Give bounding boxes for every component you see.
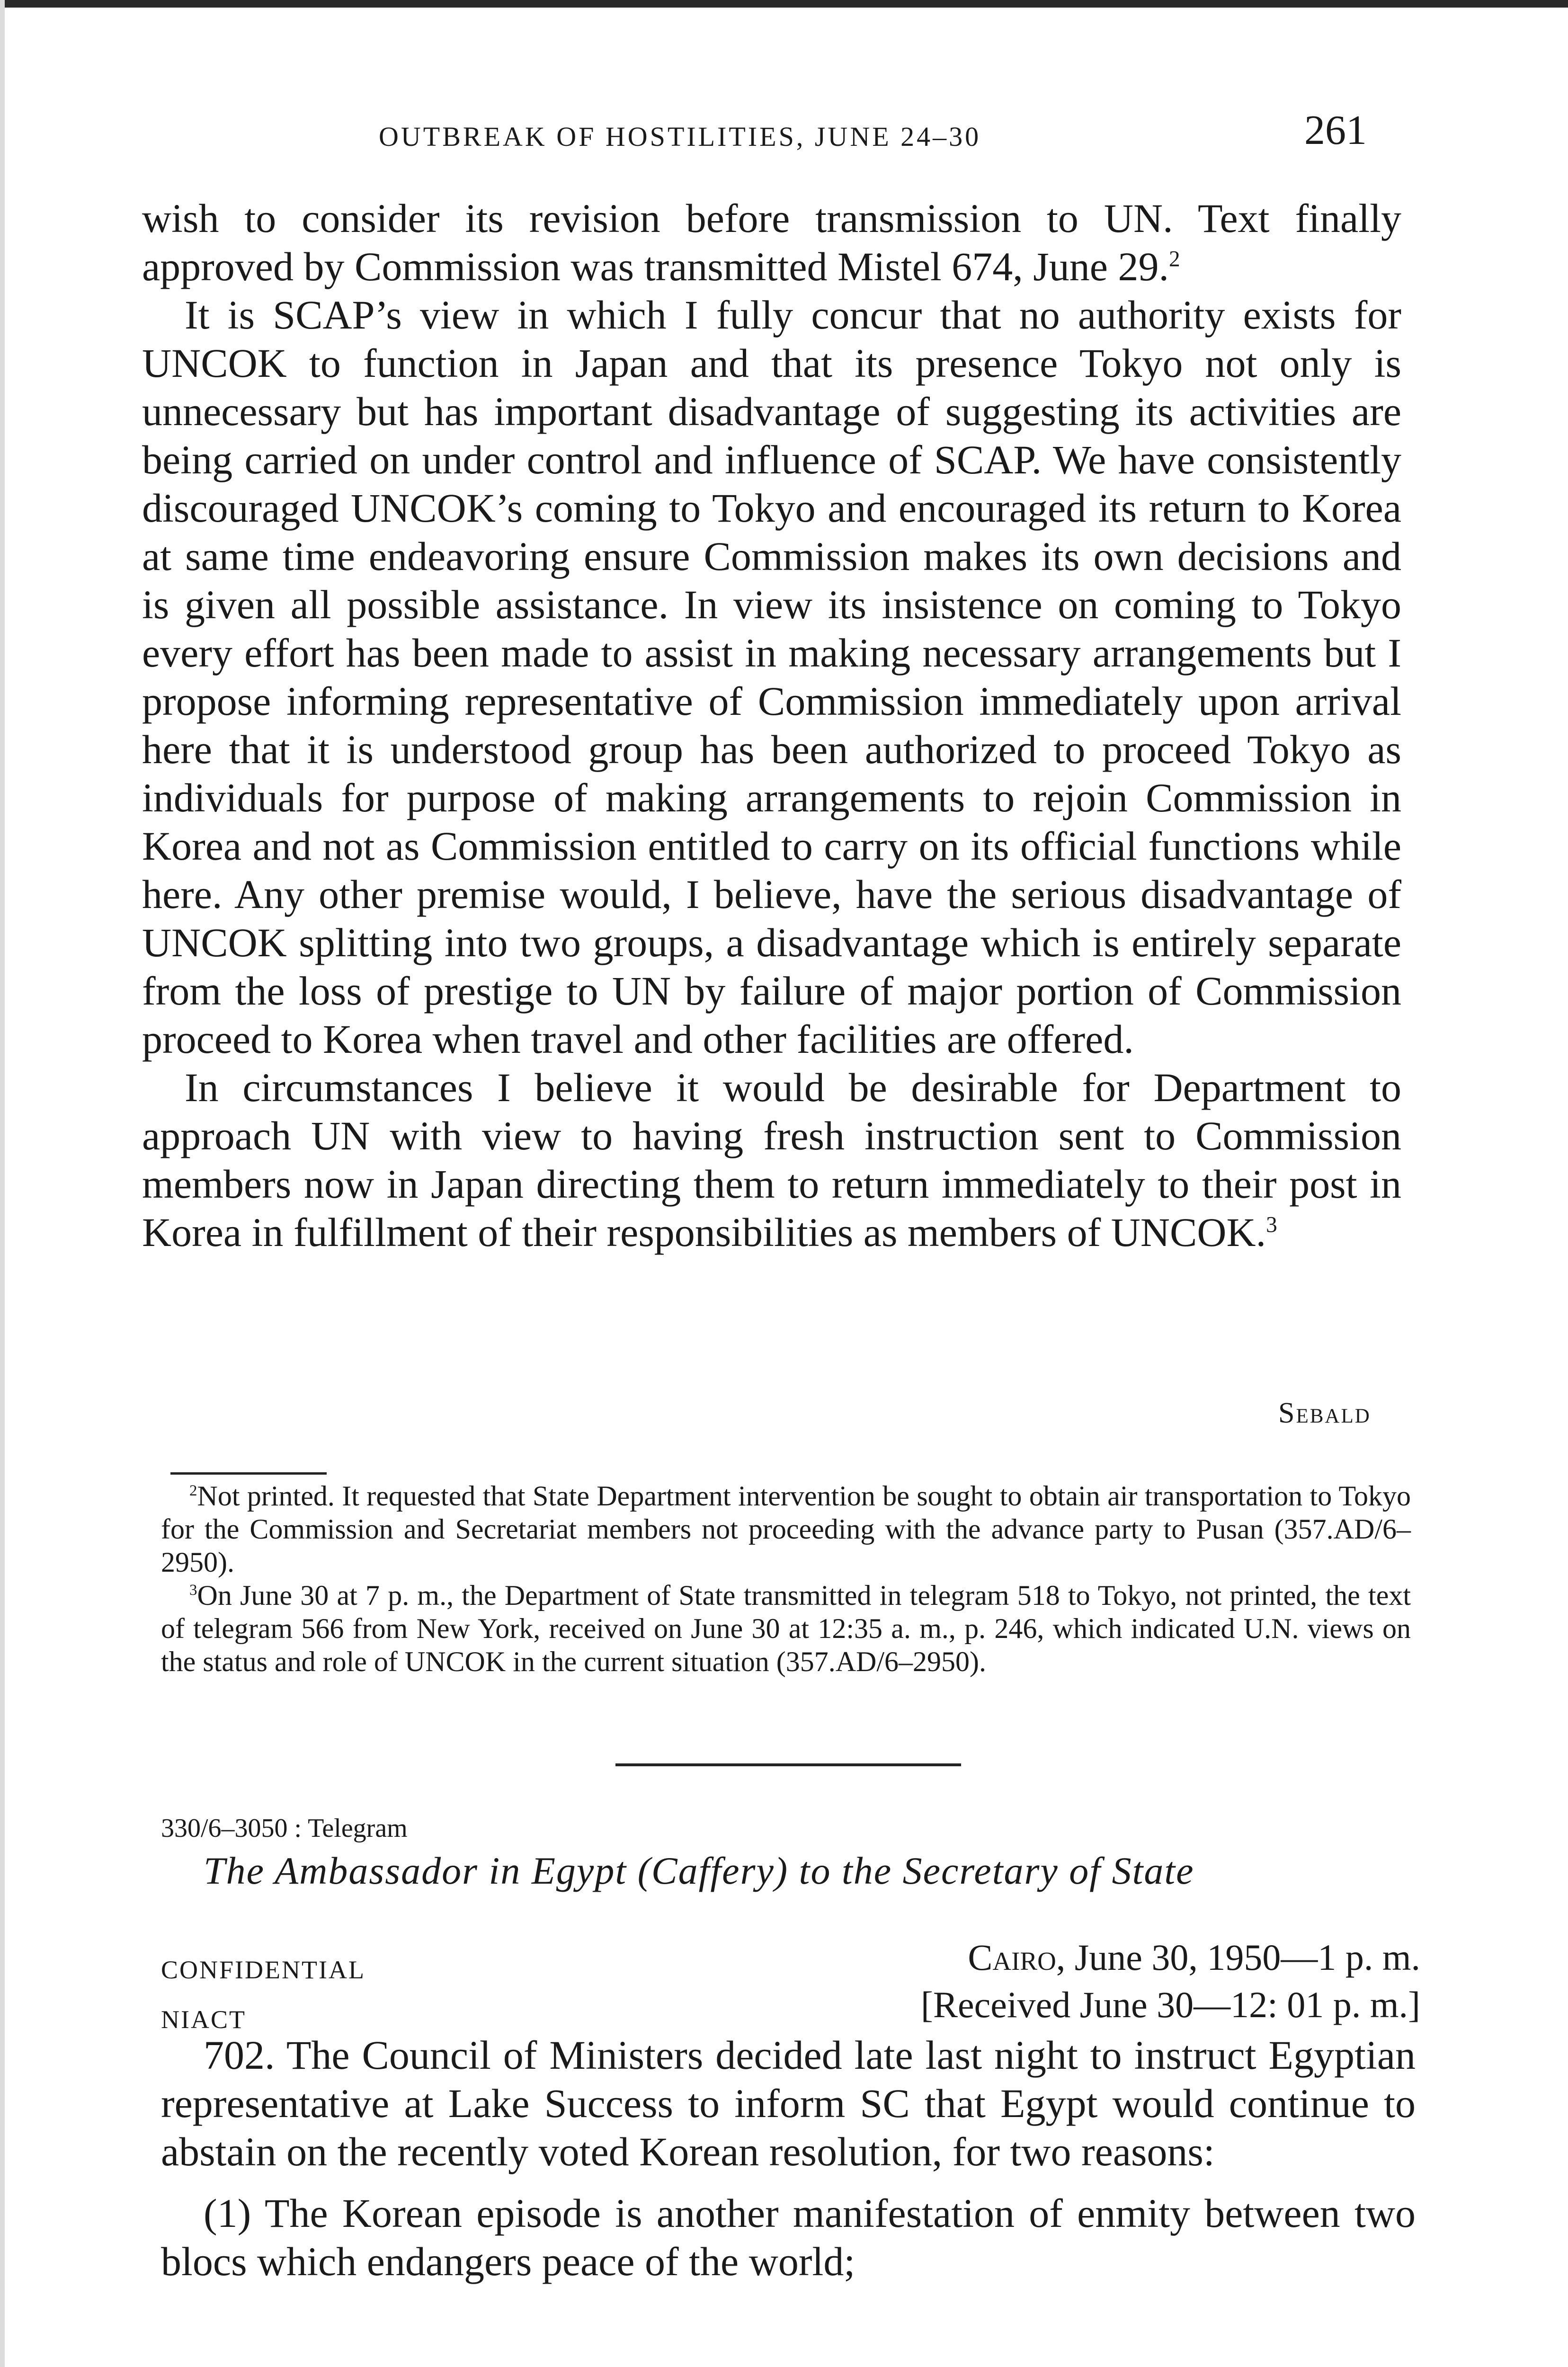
footnote-2 (161, 1479, 1411, 1579)
body-paragraph-3-text: In circumstances I believe it would be desirable for Department to approach UN with view to having fresh instruction sent to Commission members now in Japan directing them to return immediately to their post in Korea in fulfillment of their responsibilities as members of UNCOK. (142, 1065, 1401, 1255)
signature: Sebald (1278, 1397, 1371, 1429)
footnote-mark: 2 (189, 1482, 197, 1499)
body-paragraph-3 (142, 1063, 1401, 1256)
dateline (757, 1936, 1420, 1979)
document-title: The Ambassador in Egypt (Caffery) to the Secretary of State (204, 1849, 1194, 1892)
footnote-ref-2[interactable]: 2 (1168, 247, 1180, 272)
priority-label: NIACT (161, 2005, 246, 2034)
footnote-text: Not printed. It requested that State Department intervention be sought to obtain air transportation to Tokyo for the Commission and Secretariat members not proceeding with the advance party to Pusan (357.AD/6–2950). (161, 1480, 1411, 1578)
received-line: [Received June 30—12: 01 p. m.] (921, 1984, 1420, 2025)
footnote-3 (161, 1579, 1411, 1678)
footnote-ref-3[interactable]: 3 (1266, 1212, 1277, 1237)
top-border (0, 0, 1568, 8)
footnotes (161, 1479, 1411, 1678)
footnote-mark: 3 (189, 1582, 197, 1599)
letter-body (142, 194, 1401, 1256)
page-number: 261 (1304, 107, 1367, 153)
running-head: OUTBREAK OF HOSTILITIES, JUNE 24–30 (379, 121, 981, 152)
classification-label: CONFIDENTIAL (161, 1956, 365, 1984)
body-paragraph-1 (142, 194, 1401, 291)
file-number: 330/6–3050 : Telegram (161, 1814, 408, 1843)
dateline-place: Cairo (968, 1937, 1056, 1978)
page-edge (0, 0, 5, 2367)
dateline-date: , June 30, 1950—1 p. m. (1056, 1937, 1420, 1978)
section-divider (615, 1763, 961, 1766)
telegram-paragraph-2: (1) The Korean episode is another manifestation of enmity between two blocs which endangers peace of the world; (161, 2190, 1416, 2284)
body-paragraph-2: It is SCAP’s view in which I fully concur that no authority exists for UNCOK to function in Japan and that its presence Tokyo not only is unnecessary but has important disadvantage of suggesting its activities are being carried on under control and influence of SCAP. We have consistently discouraged UNCOK’s coming to Tokyo and encouraged its return to Korea at same time endeavoring ensure Commission makes its own decisions and is given all possible assistance. In view its insistence on coming to Tokyo every effort has been made to assist in making necessary arrangements but I propose informing representative of Commission immediately upon arrival here that it is understood group has been authorized to proceed Tokyo as individuals for purpose of making arrangements to rejoin Commission in Korea and not as Commission entitled to carry on its official functions while here. Any other premise would, I believe, have the serious disadvantage of UNCOK splitting into two groups, a disadvantage which is entirely separate from the loss of prestige to UN by failure of major portion of Commission proceed to Korea when travel and other facilities are offered. (142, 292, 1401, 1062)
telegram-paragraph-1: 702. The Council of Ministers decided late last night to instruct Egyptian representative at Lake Success to inform SC that Egypt would continue to abstain on the recently voted Korean resolution, for two reasons: (161, 2032, 1416, 2174)
body-paragraph-1-text: wish to consider its revision before transmission to UN. Text finally approved by Commission was transmitted Mistel 674, June 29. (142, 196, 1401, 289)
telegram-body (161, 2031, 1416, 2286)
footnote-text: On June 30 at 7 p. m., the Department of State transmitted in telegram 518 to Tokyo, not printed, the text of telegram 566 from New York, received on June 30 at 12:35 a. m., p. 246, which indicated U.N. views on the status and role of UNCOK in the current situation (357.AD/6–2950). (161, 1580, 1411, 1677)
footnote-divider (170, 1472, 327, 1475)
